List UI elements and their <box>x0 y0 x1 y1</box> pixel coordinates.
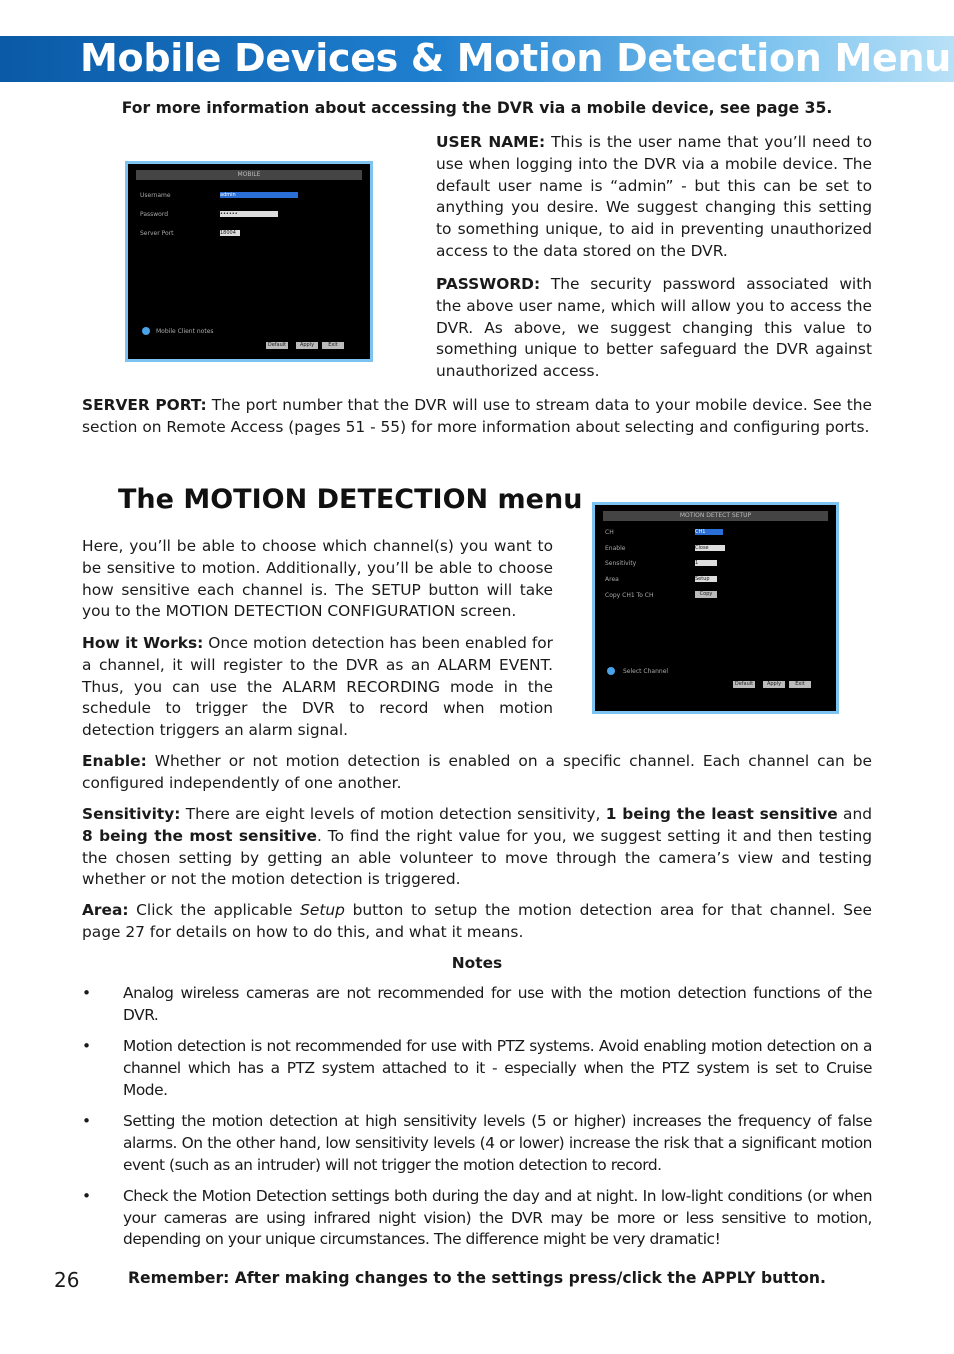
globe-icon <box>142 327 150 335</box>
screenshot-value: Close <box>695 545 709 551</box>
enable-text: Whether or not motion detection is enabled on a specific channel. Each channel can be configured independently of one another. <box>82 752 872 792</box>
sensitivity-text: . To find the right value for you, we suggest setting it and then testing the chosen setting by getting an able volunteer to move through the camera’s view and testing whether or not the motion detection is triggered. <box>82 826 872 889</box>
sensitivity-text: and <box>837 805 872 823</box>
list-item <box>82 1036 872 1101</box>
screenshot-button: Copy <box>695 591 717 598</box>
how-it-works-label: How it Works: <box>82 634 204 652</box>
screenshot-label: Username <box>140 192 171 199</box>
bullet: • <box>82 1186 91 1205</box>
screenshot-button: Default <box>734 681 754 687</box>
sensitivity-text: There are eight levels of motion detection sensitivity, <box>180 805 606 823</box>
intro-note: For more information about accessing the DVR via a mobile device, see page 35. <box>121 99 833 117</box>
screenshot-field <box>695 560 717 566</box>
sensitivity-label: Sensitivity: <box>82 805 181 823</box>
note-text: Check the Motion Detection settings both during the day and at night. In low-light conditions (or when your cameras are using infrared night vision) the DVR may be more or less sensitive to motion, depending on your unique circumstances. The difference might be very dramatic! <box>123 1186 872 1249</box>
globe-icon <box>607 667 615 675</box>
screenshot-value: 18004 <box>220 230 236 236</box>
how-it-works-text: Once motion detection has been enabled for a channel, it will register to the DVR as an ALARM EVENT. Thus, you can use the ALARM RECORDING mode in the schedule to trigger the DVR to record when motion detection triggers an alarm signal. <box>82 634 553 740</box>
screenshot-label: CH <box>605 529 614 536</box>
screenshot-value: admin <box>220 192 236 198</box>
screenshot-button: Default <box>267 342 287 348</box>
screenshot-value: 1 <box>695 560 699 566</box>
screenshot-value: Setup <box>695 576 710 582</box>
page-number: 26 <box>54 1268 80 1292</box>
screenshot-button: Apply <box>296 342 318 349</box>
screenshot-button: Apply <box>763 681 785 688</box>
screenshot-label: Server Port <box>140 230 174 237</box>
password-label: PASSWORD: <box>436 275 541 293</box>
page-title: Mobile Devices & Motion Detection Menu <box>80 36 951 80</box>
screenshot-field <box>695 545 725 551</box>
note-text: Motion detection is not recommended for use with PTZ systems. Avoid enabling motion detection on a channel which has a PTZ system attached to it - especially when the PTZ system is set to Cruise Mode. <box>123 1037 872 1099</box>
screenshot-field <box>220 192 298 198</box>
username-label: USER NAME: <box>436 133 546 151</box>
motion-intro: Here, you’ll be able to choose which channel(s) you want to be sensitive to motion. Additionally, you’ll be able to choose how sensitive each channel is. The SETUP button will take you to the MOTION DETECTION CONFIGURATION screen. <box>82 537 553 621</box>
password-text: The security password associated with the above user name, which will allow you to access the DVR. As above, we suggest changing this value to something unique to better safeguard the DVR against unauthorized access. <box>436 275 872 381</box>
motion-menu-screenshot <box>592 502 839 714</box>
list-item <box>82 983 872 1027</box>
list-item <box>82 1186 872 1251</box>
title-banner <box>0 36 954 82</box>
sensitivity-most: 8 being the most sensitive <box>82 826 317 845</box>
screenshot-button: Exit <box>322 342 344 349</box>
enable-paragraph <box>82 751 872 795</box>
screenshot-titlebar: MOTION DETECT SETUP <box>603 511 828 521</box>
enable-label: Enable: <box>82 752 147 770</box>
server-port-label: SERVER PORT: <box>82 396 207 414</box>
area-text: Click the applicable <box>128 901 301 919</box>
notes-heading: Notes <box>451 954 503 972</box>
screenshot-link: Mobile Client notes <box>156 328 214 335</box>
area-paragraph <box>82 900 872 944</box>
screenshot-field <box>220 230 240 236</box>
screenshot-copy-row: Copy CH1 To CH <box>605 592 654 599</box>
bullet: • <box>82 1111 91 1130</box>
screenshot-button: Exit <box>789 681 811 688</box>
screenshot-label: Sensitivity <box>605 560 637 567</box>
footer-reminder: Remember: After making changes to the settings press/click the APPLY button. <box>128 1269 826 1287</box>
screenshot-label: Area <box>605 576 619 583</box>
password-paragraph <box>436 274 872 383</box>
area-label: Area: <box>82 901 129 919</box>
screenshot-titlebar: MOBILE <box>136 170 362 180</box>
username-paragraph <box>436 132 872 263</box>
mobile-menu-screenshot <box>125 161 373 362</box>
screenshot-value: •••••• <box>220 211 238 217</box>
screenshot-field <box>695 576 717 582</box>
screenshot-label: Password <box>140 211 169 218</box>
note-text: Analog wireless cameras are not recommended for use with the motion detection functions of the DVR. <box>123 984 872 1024</box>
server-port-paragraph <box>82 395 872 439</box>
notes-list <box>82 983 872 1261</box>
screenshot-field <box>220 211 278 217</box>
sensitivity-least: 1 being the least sensitive <box>605 805 838 823</box>
area-text: button to setup the motion detection area for that channel. See page 27 for details on how to do this, and what it means. <box>82 901 872 941</box>
bullet: • <box>82 1037 91 1056</box>
screenshot-label: Enable <box>605 545 626 552</box>
screenshot-field <box>695 529 723 535</box>
section-heading: The MOTION DETECTION menu <box>118 484 583 515</box>
screenshot-link: Select Channel <box>623 668 669 675</box>
username-text: This is the user name that you’ll need to use when logging into the DVR via a mobile device. The default user name is “admin” - but this can be set to anything you desire. We suggest changing this setting to something unique, to aid in preventing unauthorized access to the data stored on the DVR. <box>436 133 872 260</box>
note-text: Setting the motion detection at high sensitivity levels (5 or higher) increases the frequency of false alarms. On the other hand, low sensitivity levels (4 or lower) increase the risk that a significant motion event (such as an intruder) will not trigger the motion detection to record. <box>123 1111 872 1174</box>
area-setup-word: Setup <box>300 901 345 919</box>
screenshot-value: CH1 <box>695 529 706 535</box>
server-port-text: The port number that the DVR will use to stream data to your mobile device. See the section on Remote Access (pages 51 - 55) for more information about selecting and configuring ports. <box>82 396 872 436</box>
list-item <box>82 1111 872 1176</box>
how-it-works-paragraph <box>82 633 553 742</box>
sensitivity-paragraph <box>82 804 872 891</box>
bullet: • <box>82 984 91 1002</box>
